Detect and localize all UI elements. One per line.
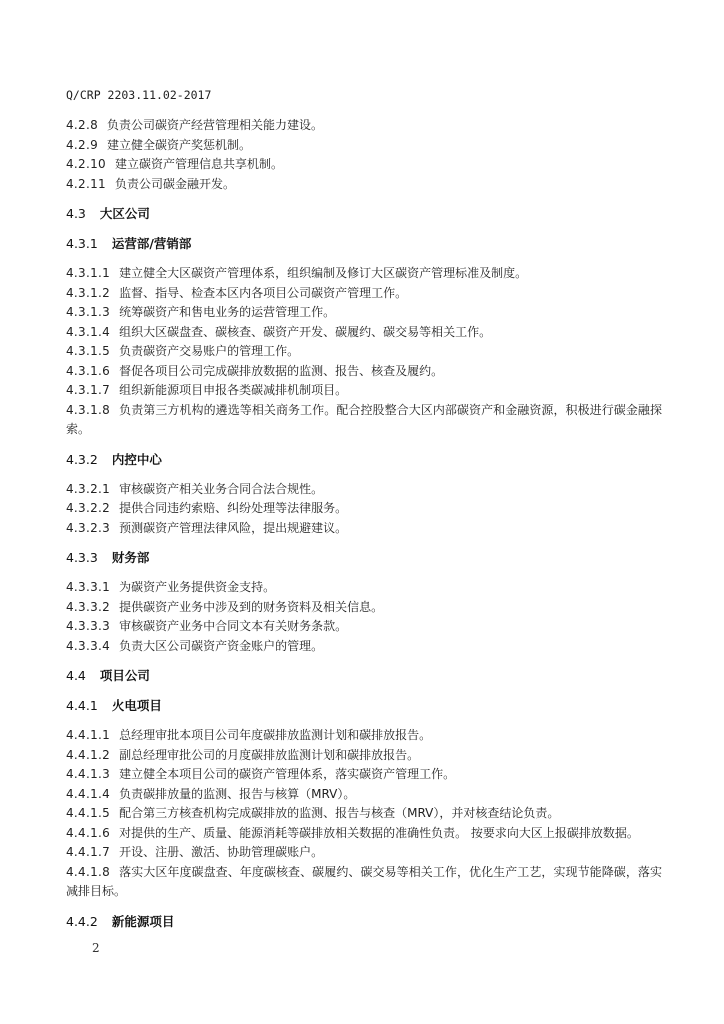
section-gap — [66, 470, 662, 480]
clause-number: 4.4.1.3 — [66, 767, 111, 781]
heading-text: 财务部 — [111, 550, 150, 565]
clause-item — [66, 519, 662, 539]
clause-number: 4.2.8 — [66, 118, 99, 132]
clause-text: 建立健全本项目公司的碳资产管理体系，落实碳资产管理工作。 — [119, 767, 456, 781]
clause-number: 4.3.1 — [66, 236, 98, 251]
clause-text: 配合第三方核查机构完成碳排放的监测、报告与核查（MRV），并对核查结论负责。 — [119, 806, 560, 820]
clause-item — [66, 155, 662, 175]
clause-item — [66, 746, 662, 766]
clause-item — [66, 401, 662, 440]
clause-number: 4.2.9 — [66, 137, 99, 152]
clause-item — [66, 617, 662, 637]
clause-item — [66, 598, 662, 618]
clause-item — [66, 480, 662, 500]
clause-item — [66, 362, 662, 382]
clause-item — [66, 284, 662, 304]
clause-item — [66, 578, 662, 598]
section-gap — [66, 254, 662, 264]
clause-text: 统筹碳资产和售电业务的运营管理工作。 — [119, 305, 336, 319]
clause-number: 4.4.1.8 — [66, 864, 111, 879]
section-heading — [66, 204, 662, 224]
clause-number: 4.3.3.2 — [66, 599, 111, 614]
document-code-header: Q/CRP 2203.11.02-2017 — [66, 88, 212, 102]
document-body — [66, 116, 662, 932]
clause-text: 负责第三方机构的遴选等相关商务工作。配合控股整合大区内部碳资产和金融资源，积极进行碳金融探索。 — [66, 402, 662, 436]
clause-number: 4.3.3.4 — [66, 638, 111, 653]
section-heading — [66, 450, 662, 470]
clause-number: 4.3.2.3 — [66, 520, 111, 535]
clause-number: 4.4.1 — [66, 698, 98, 713]
section-heading — [66, 696, 662, 716]
clause-item — [66, 804, 662, 824]
clause-item — [66, 637, 662, 657]
clause-text: 监督、指导、检查本区内各项目公司碳资产管理工作。 — [119, 285, 408, 300]
clause-number: 4.4.1.7 — [66, 845, 111, 859]
clause-item — [66, 116, 662, 136]
clause-item — [66, 342, 662, 362]
clause-number: 4.3.2.1 — [66, 481, 111, 496]
clause-item — [66, 323, 662, 343]
clause-number: 4.3.1.5 — [66, 344, 111, 358]
clause-number: 4.4.2 — [66, 913, 98, 929]
clause-text: 建立健全大区碳资产管理体系，组织编制及修订大区碳资产管理标准及制度。 — [119, 266, 528, 280]
heading-text: 新能源项目 — [111, 913, 175, 929]
clause-number: 4.3 — [66, 206, 86, 221]
clause-text: 负责大区公司碳资产资金账户的管理。 — [119, 638, 324, 653]
clause-number: 4.3.1.1 — [66, 266, 111, 280]
clause-text: 落实大区年度碳盘查、年度碳核查、碳履约、碳交易等相关工作，优化生产工艺，实现节能降碳，落实减排目标。 — [66, 864, 662, 898]
clause-item — [66, 863, 662, 902]
section-gap — [66, 224, 662, 234]
section-gap — [66, 716, 662, 726]
clause-text: 负责公司碳金融开发。 — [114, 176, 235, 191]
section-gap — [66, 440, 662, 450]
clause-text: 审核碳资产相关业务合同合法合规性。 — [119, 481, 324, 496]
heading-text: 火电项目 — [111, 698, 162, 713]
section-gap — [66, 902, 662, 912]
clause-text: 建立碳资产管理信息共享机制。 — [114, 157, 283, 171]
clause-text: 对提供的生产、质量、能源消耗等碳排放相关数据的准确性负责。 按要求向大区上报碳排放数据。 — [119, 825, 639, 840]
section-gap — [66, 656, 662, 666]
clause-item — [66, 785, 662, 805]
clause-text: 开设、注册、激活、协助管理碳账户。 — [119, 845, 324, 859]
heading-text: 内控中心 — [111, 451, 162, 467]
page-number: 2 — [92, 941, 100, 955]
section-heading — [66, 548, 662, 568]
clause-text: 提供碳资产业务中涉及到的财务资料及相关信息。 — [119, 599, 384, 614]
clause-number: 4.3.3 — [66, 550, 98, 565]
clause-text: 负责公司碳资产经营管理相关能力建设。 — [107, 118, 324, 132]
clause-item — [66, 765, 662, 785]
clause-text: 建立健全碳资产奖惩机制。 — [107, 137, 252, 152]
clause-number: 4.2.11 — [66, 176, 106, 191]
clause-item — [66, 726, 662, 746]
clause-item — [66, 843, 662, 863]
clause-item — [66, 499, 662, 519]
clause-item — [66, 303, 662, 323]
section-gap — [66, 194, 662, 204]
clause-number: 4.3.1.3 — [66, 305, 111, 319]
clause-number: 4.3.1.7 — [66, 383, 111, 397]
clause-number: 4.2.10 — [66, 157, 106, 171]
clause-number: 4.3.3.1 — [66, 580, 111, 594]
clause-number: 4.4.1.5 — [66, 806, 111, 820]
clause-text: 提供合同违约索赔、纠纷处理等法律服务。 — [119, 501, 348, 515]
clause-text: 副总经理审批公司的月度碳排放监测计划和碳排放报告。 — [119, 747, 420, 762]
clause-text: 总经理审批本项目公司年度碳排放监测计划和碳排放报告。 — [119, 728, 432, 742]
heading-text: 大区公司 — [99, 206, 150, 221]
clause-text: 预测碳资产管理法律风险，提出规避建议。 — [119, 520, 348, 535]
clause-number: 4.3.1.6 — [66, 363, 111, 378]
heading-text: 运营部/营销部 — [111, 236, 192, 251]
clause-number: 4.3.1.8 — [66, 402, 111, 417]
clause-number: 4.4.1.4 — [66, 786, 111, 801]
clause-number: 4.3.1.4 — [66, 324, 111, 339]
section-heading — [66, 234, 662, 254]
section-gap — [66, 686, 662, 696]
clause-number: 4.4.1.2 — [66, 747, 111, 762]
clause-text: 督促各项目公司完成碳排放数据的监测、报告、核查及履约。 — [119, 363, 444, 378]
section-heading — [66, 912, 662, 932]
clause-item — [66, 824, 662, 844]
clause-text: 为碳资产业务提供资金支持。 — [119, 580, 276, 594]
clause-number: 4.4 — [66, 668, 86, 683]
clause-number: 4.3.3.3 — [66, 619, 111, 633]
clause-text: 审核碳资产业务中合同文本有关财务条款。 — [119, 619, 348, 633]
clause-number: 4.4.1.6 — [66, 825, 111, 840]
clause-number: 4.3.2.2 — [66, 501, 111, 515]
heading-text: 项目公司 — [99, 668, 150, 683]
clause-item — [66, 175, 662, 195]
clause-item — [66, 136, 662, 156]
clause-number: 4.3.2 — [66, 451, 98, 467]
clause-number: 4.3.1.2 — [66, 285, 111, 300]
clause-text: 组织大区碳盘查、碳核查、碳资产开发、碳履约、碳交易等相关工作。 — [119, 324, 492, 339]
clause-text: 组织新能源项目申报各类碳减排机制项目。 — [119, 383, 348, 397]
clause-text: 负责碳排放量的监测、报告与核算（MRV）。 — [119, 786, 356, 801]
clause-number: 4.4.1.1 — [66, 728, 111, 742]
clause-item — [66, 381, 662, 401]
section-heading — [66, 666, 662, 686]
clause-text: 负责碳资产交易账户的管理工作。 — [119, 344, 300, 358]
section-gap — [66, 538, 662, 548]
clause-item — [66, 264, 662, 284]
section-gap — [66, 568, 662, 578]
